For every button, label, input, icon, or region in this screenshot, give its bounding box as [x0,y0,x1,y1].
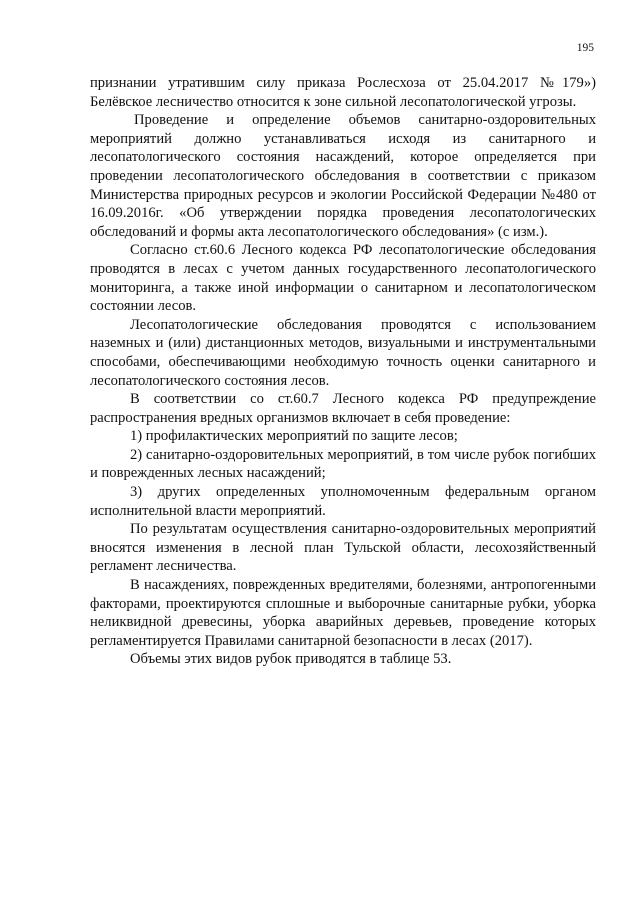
paragraph: Лесопатологические обследования проводятся с использованием наземных и (или) дистанционных методов, визуальными и инструментальными способами, обеспечивающими необходимую точность оценки санитарного и лесопатологического состояния лесов. [90,316,596,389]
paragraph-continuation: признании утратившим силу приказа Рослесхоза от 25.04.2017 №179») Белёвское лесничество относится к зоне сильной лесопатологической угрозы. [90,75,596,110]
paragraph: Согласно ст.60.6 Лесного кодекса РФ лесопатологические обследования проводятся в лесах с учетом данных государственного лесопатологического мониторинга, а также иной информации о санитарном и лесопатологическом состоянии лесов. [90,242,596,315]
list-item: 2) санитарно-оздоровительных мероприятий, в том числе рубок погибших и поврежденных лесных насаждений; [90,446,596,482]
list-item: 1) профилактических мероприятий по защите лесов; [130,428,458,445]
paragraph: Проведение и определение объемов санитарно-оздоровительных мероприятий должно устанавливаться исходя из санитарного и лесопатологического состояния насаждений, которое определяется при проведении лесопатологического обследования в соответствии с приказом Министерства природных ресурсов и экологии Российской Федерации №480 от 16.09.2016г. «Об утверждении порядка проведения лесопатологических обследований и формы акта лесопатологического обследования» (с изм.). [90,112,596,240]
document-body [90,74,596,669]
paragraph: В соответствии со ст.60.7 Лесного кодекса РФ предупреждение распространения вредных организмов включает в себя проведение: [90,391,596,426]
paragraph: Объемы этих видов рубок приводятся в таблице 53. [130,651,452,668]
list-item: 3) других определенных уполномоченным федеральным органом исполнительной власти мероприятий. [90,484,596,519]
paragraph: В насаждениях, поврежденных вредителями, болезнями, антропогенными факторами, проектируются сплошные и выборочные санитарные рубки, уборка неликвидной древесины, уборка аварийных деревьев, проведение которых регламентируется Правилами санитарной безопасности в лесах (2017). [90,577,596,649]
paragraph: По результатам осуществления санитарно-оздоровительных мероприятий вносятся изменения в лесной план Тульской области, лесохозяйственный регламент лесничества. [90,521,596,575]
page-number: 195 [576,42,594,54]
